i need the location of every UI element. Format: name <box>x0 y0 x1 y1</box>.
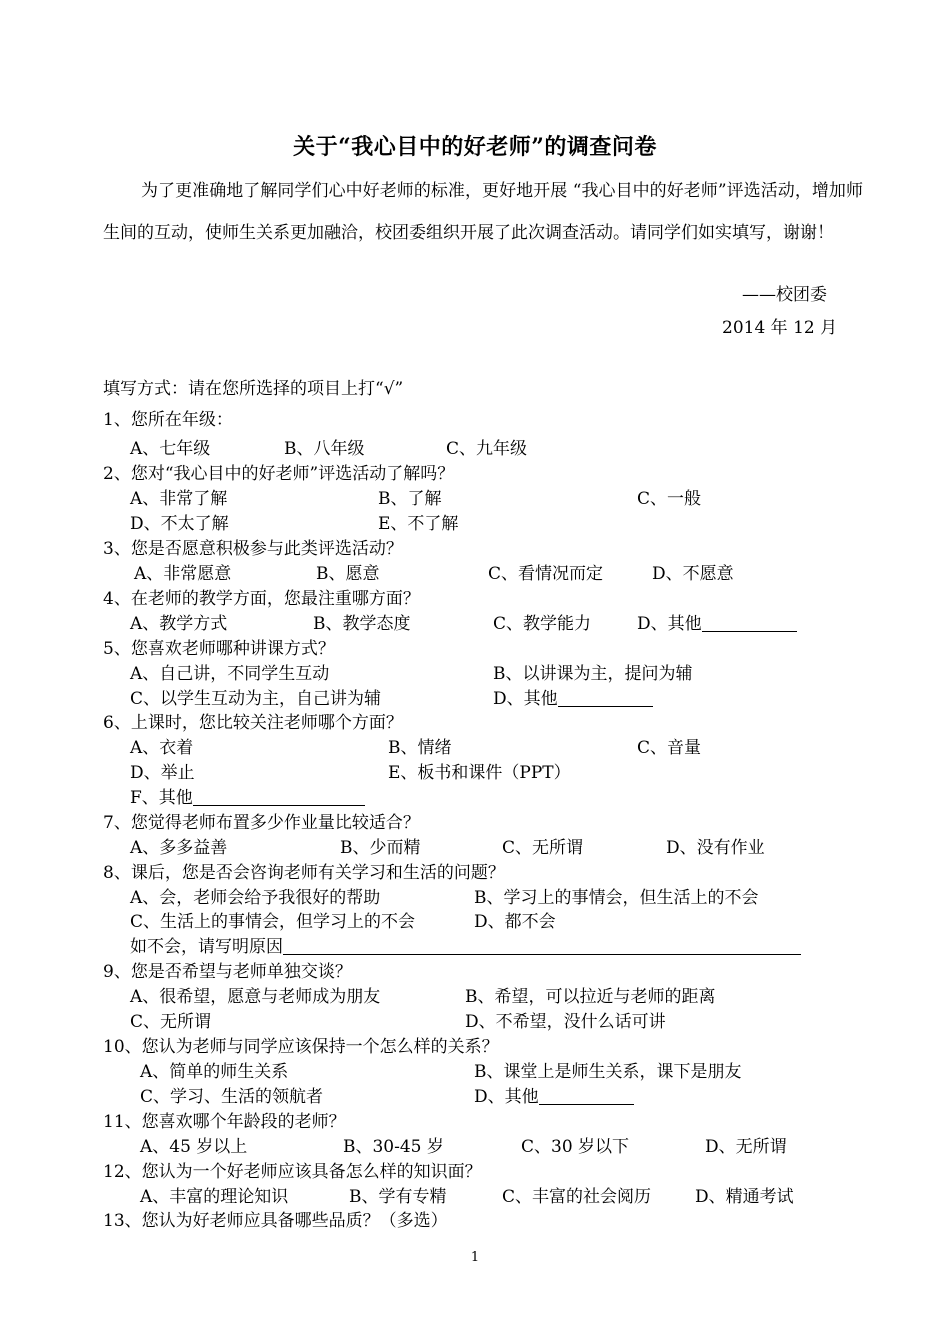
q8-reason[interactable] <box>130 935 801 959</box>
q4-option-b[interactable]: B、教学态度 <box>313 614 411 634</box>
q12-option-c[interactable]: C、丰富的社会阅历 <box>502 1187 652 1207</box>
q10-option-a[interactable]: A、简单的师生关系 <box>140 1062 289 1082</box>
q6-option-b[interactable]: B、情绪 <box>388 738 452 758</box>
question-11: 11、您喜欢哪个年龄段的老师？ <box>103 1112 346 1132</box>
question-1: 1、您所在年级： <box>103 410 233 430</box>
q6-option-d[interactable]: D、举止 <box>130 763 195 783</box>
q5-option-b[interactable]: B、以讲课为主，提问为辅 <box>493 664 693 684</box>
q2-option-a[interactable]: A、非常了解 <box>130 489 228 509</box>
question-6: 6、上课时，您比较关注老师哪个方面？ <box>103 713 403 733</box>
q12-option-b[interactable]: B、学有专精 <box>349 1187 447 1207</box>
q4-option-a[interactable]: A、教学方式 <box>130 614 228 634</box>
q12-option-a[interactable]: A、丰富的理论知识 <box>140 1187 289 1207</box>
q7-option-b[interactable]: B、少而精 <box>340 838 421 858</box>
q5-option-c[interactable]: C、以学生互动为主，自己讲为辅 <box>130 689 382 709</box>
q4-option-c[interactable]: C、教学能力 <box>493 614 592 634</box>
question-5: 5、您喜欢老师哪种讲课方式？ <box>103 639 335 659</box>
q5-option-d-label: D、其他 <box>493 689 558 709</box>
q8-reason-blank[interactable] <box>283 936 801 955</box>
q7-option-a[interactable]: A、多多益善 <box>130 838 228 858</box>
q1-option-c[interactable]: C、九年级 <box>446 439 528 459</box>
q10-other-blank[interactable] <box>539 1086 634 1105</box>
q9-option-c[interactable]: C、无所谓 <box>130 1012 212 1032</box>
q3-option-d[interactable]: D、不愿意 <box>652 564 734 584</box>
q10-option-d[interactable] <box>474 1085 634 1109</box>
q6-other-blank[interactable] <box>193 787 365 806</box>
q8-option-a[interactable]: A、会，老师会给予我很好的帮助 <box>130 888 381 908</box>
question-4: 4、在老师的教学方面，您最注重哪方面？ <box>103 589 420 609</box>
question-10: 10、您认为老师与同学应该保持一个怎么样的关系？ <box>103 1037 499 1057</box>
q10-option-b[interactable]: B、课堂上是师生关系，课下是朋友 <box>474 1062 742 1082</box>
q1-option-a[interactable]: A、七年级 <box>130 439 211 459</box>
q6-option-e[interactable]: E、板书和课件（PPT） <box>388 763 571 783</box>
signature: ——校团委 <box>742 285 827 305</box>
page-number: 1 <box>470 1250 480 1265</box>
question-2: 2、您对“我心目中的好老师”评选活动了解吗？ <box>103 464 455 484</box>
q5-other-blank[interactable] <box>558 688 653 707</box>
question-12: 12、您认为一个好老师应该具备怎么样的知识面？ <box>103 1162 482 1182</box>
q8-option-d[interactable]: D、都不会 <box>474 912 556 932</box>
q4-option-d-label: D、其他 <box>637 614 702 634</box>
question-7: 7、您觉得老师布置多少作业量比较适合？ <box>103 813 420 833</box>
q10-option-c[interactable]: C、学习、生活的领航者 <box>140 1087 324 1107</box>
q8-reason-label: 如不会，请写明原因 <box>130 937 283 957</box>
q2-option-b[interactable]: B、了解 <box>378 489 442 509</box>
q12-option-d[interactable]: D、精通考试 <box>695 1187 794 1207</box>
q4-other-blank[interactable] <box>702 613 797 632</box>
page-title: 关于“我心目中的好老师”的调查问卷 <box>293 134 657 160</box>
question-3: 3、您是否愿意积极参与此类评选活动？ <box>103 539 403 559</box>
question-9: 9、您是否希望与老师单独交谈？ <box>103 962 352 982</box>
q6-option-c[interactable]: C、音量 <box>637 738 702 758</box>
q6-option-f[interactable] <box>130 786 365 810</box>
q3-option-b[interactable]: B、愿意 <box>316 564 380 584</box>
q1-option-b[interactable]: B、八年级 <box>284 439 365 459</box>
q5-option-a[interactable]: A、自己讲，不同学生互动 <box>130 664 330 684</box>
question-8: 8、课后，您是否会咨询老师有关学习和生活的问题？ <box>103 863 505 883</box>
q11-option-a[interactable]: A、45 岁以上 <box>140 1137 248 1157</box>
instruction: 填写方式：请在您所选择的项目上打“√” <box>103 379 404 399</box>
question-13: 13、您认为好老师应具备哪些品质？（多选） <box>103 1211 448 1231</box>
q11-option-d[interactable]: D、无所谓 <box>705 1137 787 1157</box>
q3-option-a[interactable]: A、非常愿意 <box>134 564 232 584</box>
intro-paragraph: 为了更准确地了解同学们心中好老师的标准，更好地开展 “我心目中的好老师”评选活动，增加师生间的互动，使师生关系更加融洽，校团委组织开展了此次调查活动。请同学们如实填写，谢谢！ <box>103 181 863 243</box>
q9-option-d[interactable]: D、不希望，没什么话可讲 <box>465 1012 666 1032</box>
q4-option-d[interactable] <box>637 612 797 636</box>
q6-option-f-label: F、其他 <box>130 788 193 808</box>
date: 2014 年 12 月 <box>722 318 838 338</box>
q9-option-a[interactable]: A、很希望，愿意与老师成为朋友 <box>130 987 381 1007</box>
q7-option-c[interactable]: C、无所谓 <box>502 838 584 858</box>
q11-option-b[interactable]: B、30-45 岁 <box>343 1137 444 1157</box>
q5-option-d[interactable] <box>493 687 653 711</box>
q2-option-e[interactable]: E、不了解 <box>378 514 459 534</box>
q8-option-b[interactable]: B、学习上的事情会，但生活上的不会 <box>474 888 759 908</box>
q9-option-b[interactable]: B、希望，可以拉近与老师的距离 <box>465 987 716 1007</box>
q11-option-c[interactable]: C、30 岁以下 <box>521 1137 630 1157</box>
q7-option-d[interactable]: D、没有作业 <box>666 838 765 858</box>
q6-option-a[interactable]: A、衣着 <box>130 738 194 758</box>
q10-option-d-label: D、其他 <box>474 1087 539 1107</box>
q8-option-c[interactable]: C、生活上的事情会，但学习上的不会 <box>130 912 416 932</box>
q2-option-c[interactable]: C、一般 <box>637 489 702 509</box>
q3-option-c[interactable]: C、看情况而定 <box>488 564 604 584</box>
q2-option-d[interactable]: D、不太了解 <box>130 514 229 534</box>
